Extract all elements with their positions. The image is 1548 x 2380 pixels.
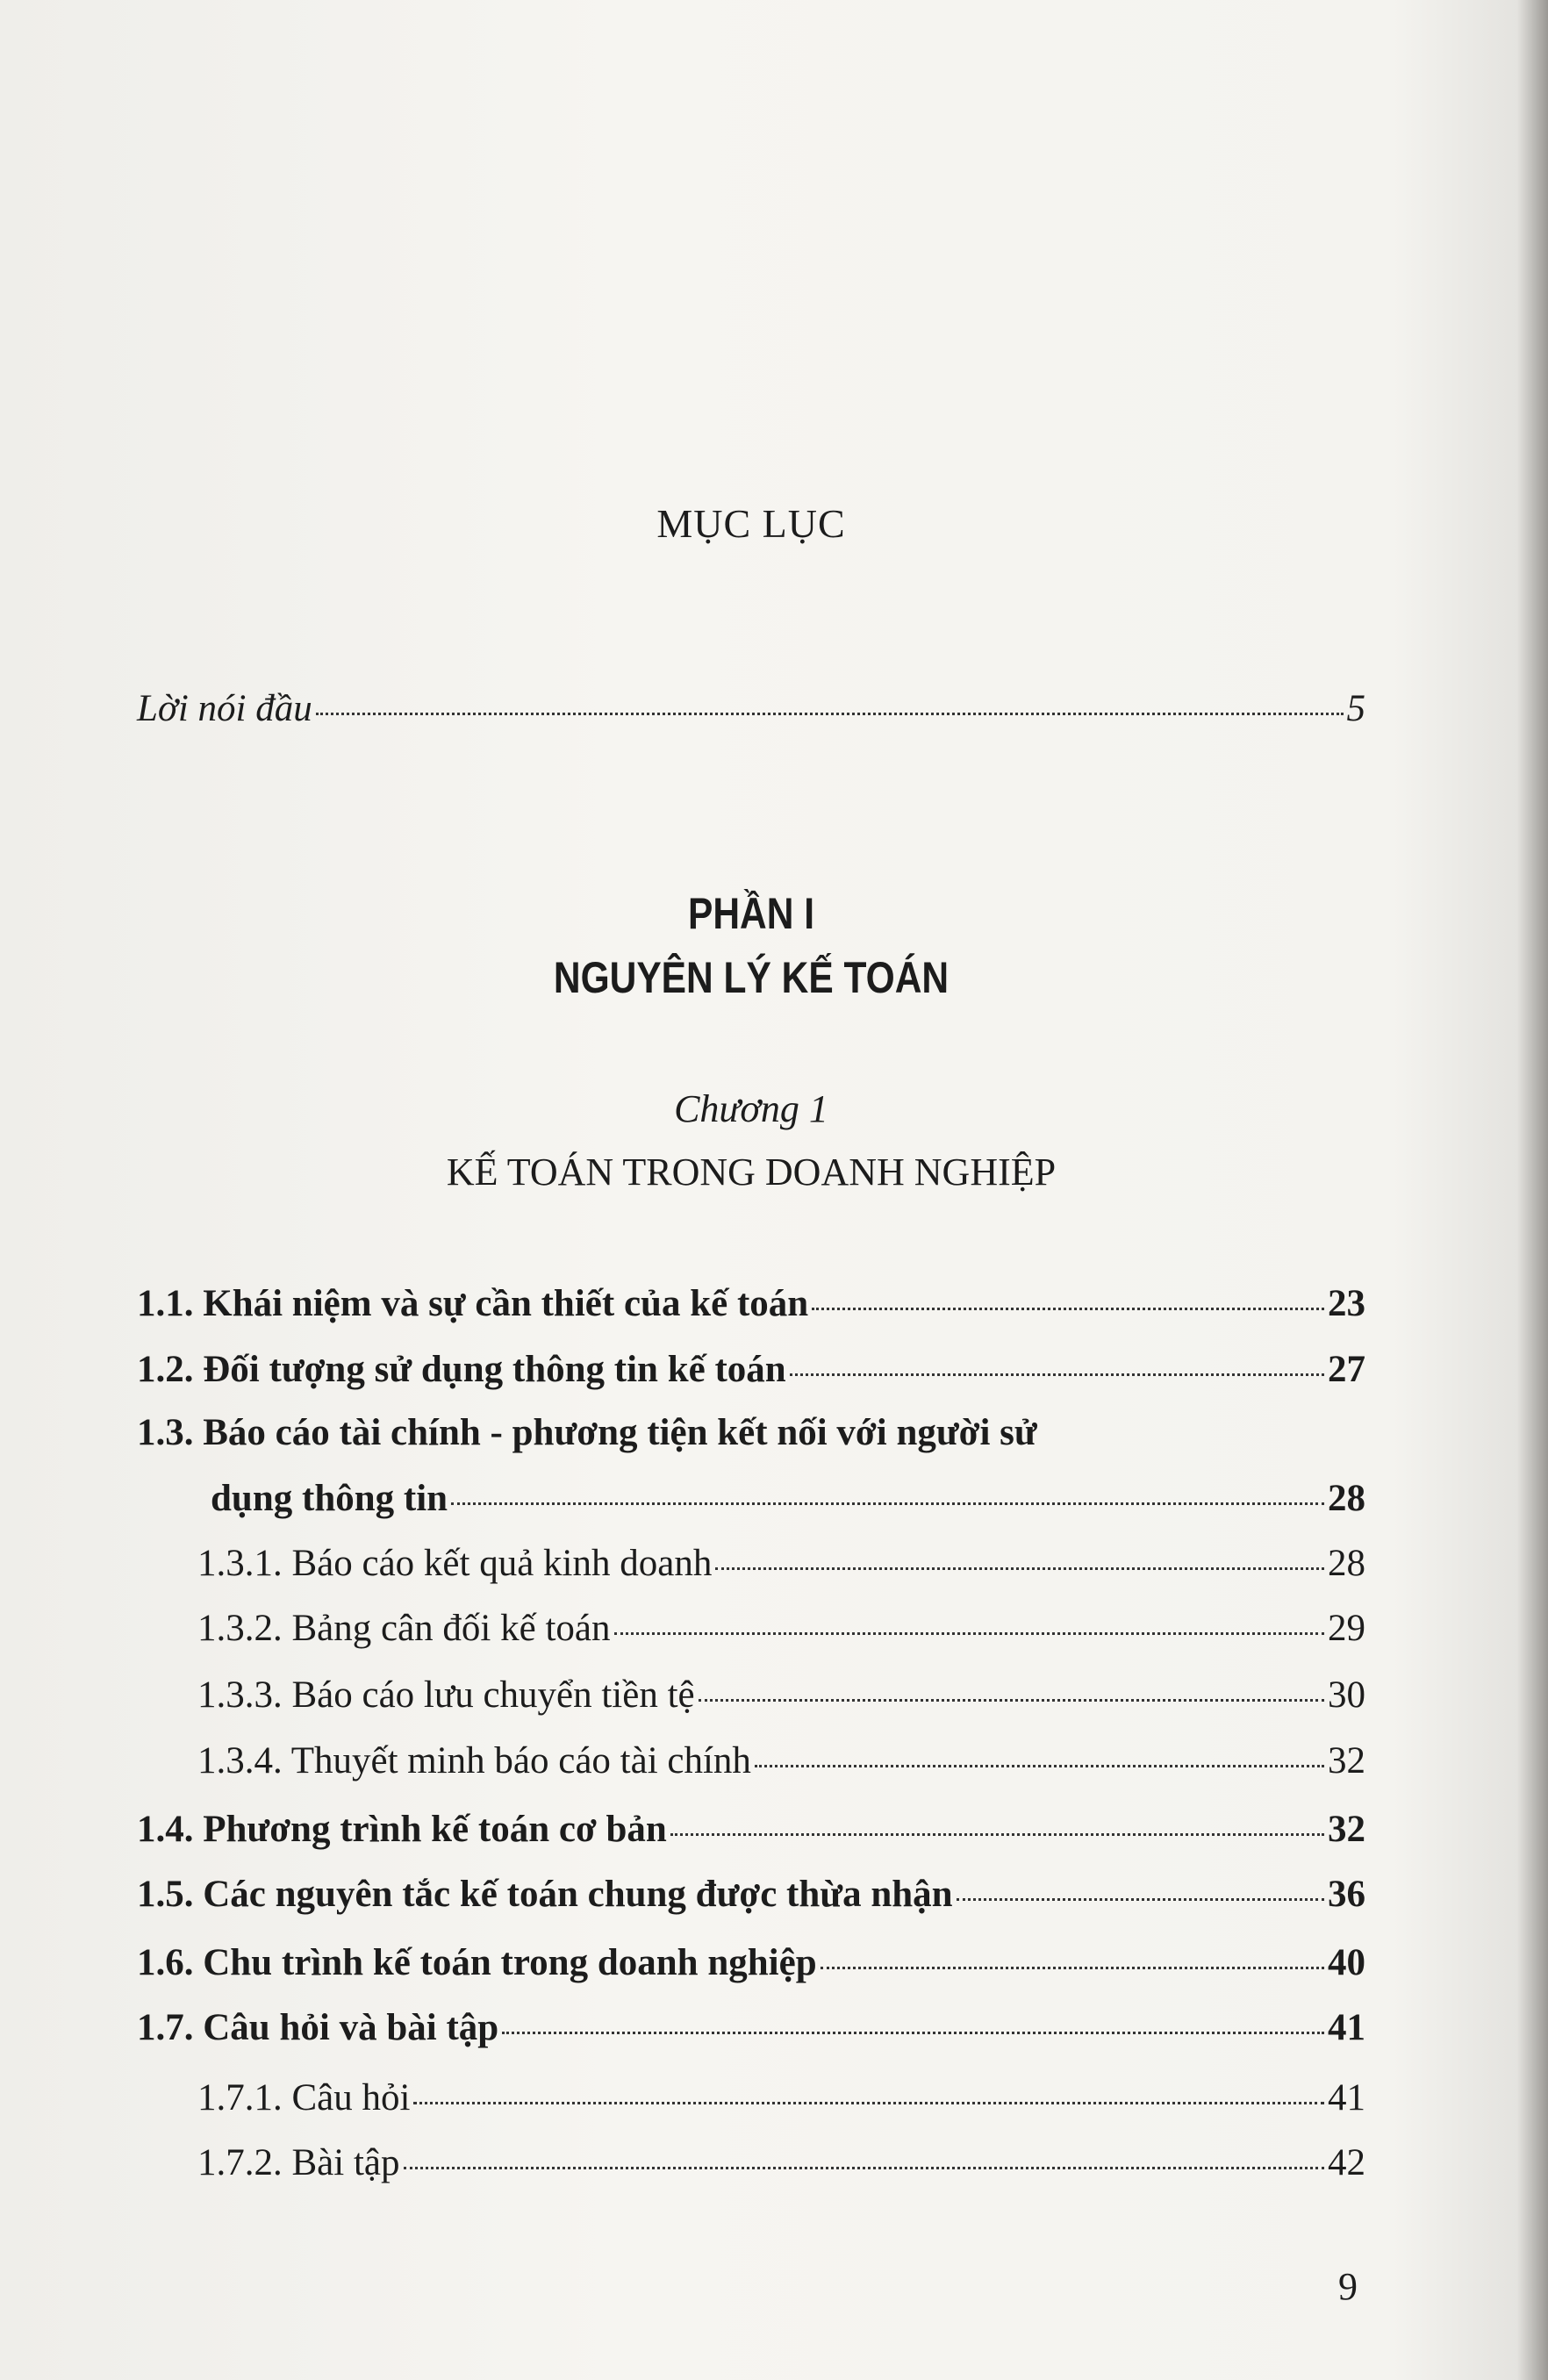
toc-entry-label: 1.3.1. Báo cáo kết quả kinh doanh: [197, 1543, 713, 1584]
toc-entry-page: 5: [1346, 688, 1365, 729]
dot-leader: [614, 1632, 1324, 1635]
part-label: PHẦN I: [687, 889, 815, 938]
toc-entry[interactable]: [137, 1280, 1365, 1329]
toc-entry-preface[interactable]: [137, 685, 1365, 734]
toc-entry-label: 1.1. Khái niệm và sự cần thiết của kế toán: [137, 1283, 809, 1324]
toc-entry-page: 42: [1328, 2142, 1365, 2183]
dot-leader: [670, 1833, 1324, 1836]
toc-entry-label: 1.3.3. Báo cáo lưu chuyển tiền tệ: [197, 1674, 695, 1716]
toc-entry[interactable]: [197, 1671, 1365, 1720]
toc-entry[interactable]: [197, 2074, 1365, 2123]
toc-entry-label: 1.3. Báo cáo tài chính - phương tiện kết nối với người sử: [137, 1412, 1037, 1453]
toc-entry[interactable]: [137, 1805, 1365, 1854]
toc-entry-page: 30: [1328, 1674, 1365, 1716]
toc-entry-continuation[interactable]: [211, 1474, 1365, 1523]
dot-leader: [957, 1898, 1324, 1901]
dot-leader: [812, 1308, 1324, 1310]
toc-entry-page: 36: [1328, 1874, 1365, 1915]
dot-leader: [821, 1967, 1324, 1969]
toc-entry[interactable]: [197, 2139, 1365, 2188]
dot-leader: [413, 2102, 1324, 2104]
toc-entry[interactable]: [197, 1737, 1365, 1786]
toc-entry-label: 1.7.2. Bài tập: [197, 2142, 400, 2183]
dot-leader: [755, 1765, 1324, 1767]
toc-entry-page: 41: [1328, 2007, 1365, 2048]
toc-entry[interactable]: [197, 1604, 1365, 1653]
dot-leader: [316, 713, 1344, 715]
toc-entry-page: 28: [1328, 1478, 1365, 1519]
toc-entry[interactable]: [197, 1539, 1365, 1588]
dot-leader: [502, 2032, 1324, 2034]
toc-entry[interactable]: [137, 2004, 1365, 2053]
toc-entry-page: 23: [1328, 1283, 1365, 1324]
toc-entry-label: 1.2. Đối tượng sử dụng thông tin kế toán: [137, 1349, 786, 1390]
toc-entry-page: 28: [1328, 1543, 1365, 1584]
part-name: NGUYÊN LÝ KẾ TOÁN: [553, 953, 950, 1002]
toc-entry-page: 32: [1328, 1809, 1365, 1850]
toc-entry-page: 29: [1328, 1608, 1365, 1649]
dot-leader: [715, 1567, 1324, 1570]
toc-entry-page: 32: [1328, 1740, 1365, 1781]
dot-leader: [699, 1699, 1324, 1702]
dot-leader: [451, 1502, 1324, 1505]
toc-entry-page: 41: [1328, 2077, 1365, 2118]
toc-entry-label: 1.7. Câu hỏi và bài tập: [137, 2007, 499, 2048]
toc-entry-label: 1.4. Phương trình kế toán cơ bản: [137, 1809, 667, 1850]
toc-entry[interactable]: [137, 1345, 1365, 1394]
page-title: MỤC LỤC: [656, 501, 846, 546]
chapter-title: KẾ TOÁN TRONG DOANH NGHIỆP: [446, 1151, 1057, 1194]
toc-entry-label: Lời nói đầu: [137, 688, 312, 729]
toc-entry-label: 1.3.4. Thuyết minh báo cáo tài chính: [197, 1740, 751, 1781]
toc-entry-page: 40: [1328, 1942, 1365, 1983]
toc-entry-label: 1.5. Các nguyên tắc kế toán chung được thừa nhận: [137, 1874, 953, 1915]
page-number: 9: [1338, 2265, 1358, 2308]
toc-entry[interactable]: [137, 1939, 1365, 1988]
toc-entry[interactable]: [137, 1409, 1365, 1458]
toc-entry[interactable]: [137, 1870, 1365, 1919]
toc-entry-label: 1.3.2. Bảng cân đối kế toán: [197, 1608, 611, 1649]
toc-entry-label: 1.7.1. Câu hỏi: [197, 2077, 411, 2118]
dot-leader: [404, 2167, 1325, 2169]
toc-entry-page: 27: [1328, 1349, 1365, 1390]
chapter-label: Chương 1: [674, 1087, 828, 1130]
toc-entry-label: dụng thông tin: [211, 1478, 448, 1519]
dot-leader: [790, 1373, 1324, 1376]
toc-entry-label: 1.6. Chu trình kế toán trong doanh nghiệp: [137, 1942, 817, 1983]
